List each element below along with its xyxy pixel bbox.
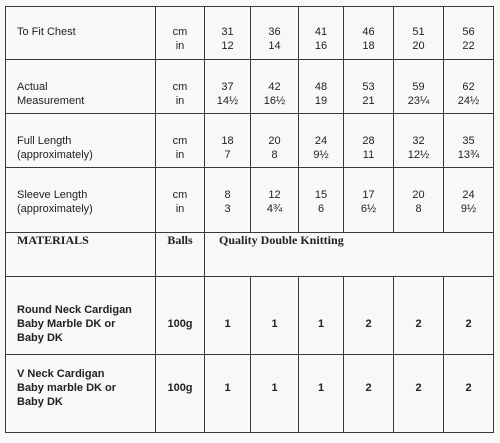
value-in: 12 [221,40,234,52]
size-value-cell [394,60,444,114]
unit-cell [156,168,205,233]
value-in: 22 [462,40,475,52]
value-cm: 53 [362,81,375,93]
value-in: 21 [362,95,375,107]
value-in: 23¼ [407,95,430,107]
row-label-line: Measurement [17,95,85,107]
garment-name-line: Baby marble DK or [17,382,117,394]
value-in: 19 [314,95,328,107]
value-cm: 62 [462,81,475,93]
value-cm: 17 [362,189,375,201]
garment-name-line: Round Neck Cardigan [17,304,132,316]
materials-row-round-neck [6,277,494,355]
value-in: 14½ [216,95,239,107]
ball-count: 2 [344,355,394,433]
value-cm: 15 [314,189,328,201]
value-in: 6 [317,203,325,215]
value-cm: 41 [314,26,328,38]
value-in: 3 [224,203,231,215]
unit-cm: cm [172,189,188,201]
size-value-cell [394,114,444,168]
size-value-cell [444,168,494,233]
unit-cell [156,7,205,60]
row-label-line: Sleeve Length [17,189,88,201]
value-in: 16½ [263,95,286,107]
garment-name-line: Baby DK [17,332,63,344]
row-label-line: Actual [17,81,48,93]
ball-count: 1 [251,355,299,433]
unit-in: in [175,149,185,161]
ball-count: 2 [394,277,444,355]
value-cm: 24 [314,135,328,147]
size-value-cell [251,114,299,168]
value-cm: 48 [314,81,328,93]
value-cm: 36 [268,26,281,38]
row-label-line: To Fit Chest [17,26,76,38]
ball-count: 1 [251,277,299,355]
size-value-cell [394,7,444,60]
size-value-cell [299,7,344,60]
size-value-cell [251,168,299,233]
garment-name [6,277,156,355]
value-cm: 24 [462,189,475,201]
size-value-cell [205,60,251,114]
size-value-cell [251,60,299,114]
value-cm: 18 [221,135,234,147]
ball-count: 1 [299,355,344,433]
unit-in: in [175,203,185,215]
size-value-cell [205,114,251,168]
value-in: 8 [415,203,422,215]
size-value-cell [444,114,494,168]
row-label [6,114,156,168]
value-in: 16 [314,40,328,52]
value-cm: 32 [412,135,425,147]
value-cm: 31 [221,26,234,38]
size-materials-table [5,6,494,433]
row-label [6,60,156,114]
value-in: 8 [271,149,278,161]
value-in: 7 [224,149,231,161]
garment-name-line: Baby Marble DK or [17,318,116,330]
ball-count: 2 [444,277,494,355]
ball-weight: 100g [156,277,205,355]
ball-count: 2 [394,355,444,433]
value-in: 24½ [457,95,480,107]
value-cm: 59 [412,81,425,93]
ball-count: 1 [205,277,251,355]
yarn-quality-label: Quality Double Knitting [205,233,494,277]
unit-cm: cm [172,135,188,147]
unit-in: in [175,95,185,107]
size-value-cell [205,168,251,233]
value-in: 9½ [460,203,477,215]
row-label [6,168,156,233]
value-in: 13¾ [457,149,480,161]
size-row-full-length [6,114,494,168]
size-value-cell [299,60,344,114]
unit-cm: cm [172,26,188,38]
ball-count: 2 [344,277,394,355]
ball-weight: 100g [156,355,205,433]
value-cm: 20 [268,135,281,147]
size-value-cell [205,7,251,60]
garment-name-line: V Neck Cardigan [17,368,105,380]
size-value-cell [344,114,394,168]
value-in: 4¾ [266,203,283,215]
unit-cell [156,60,205,114]
value-cm: 37 [221,81,234,93]
ball-count: 1 [205,355,251,433]
size-row-to-fit-chest [6,7,494,60]
value-in: 20 [412,40,425,52]
row-label-line: Full Length [17,135,72,147]
value-cm: 56 [462,26,475,38]
size-row-sleeve-length [6,168,494,233]
materials-title: MATERIALS [6,233,156,277]
size-value-cell [344,168,394,233]
row-label-line: (approximately) [17,149,93,161]
size-value-cell [299,114,344,168]
row-label [6,7,156,60]
value-in: 12½ [407,149,430,161]
value-cm: 8 [224,189,231,201]
size-value-cell [344,60,394,114]
ball-count: 1 [299,277,344,355]
value-in: 6½ [360,203,377,215]
unit-cell [156,114,205,168]
materials-row-v-neck [6,355,494,433]
garment-name-line: Baby DK [17,396,63,408]
size-value-cell [444,60,494,114]
value-in: 9½ [313,149,329,161]
size-value-cell [251,7,299,60]
value-cm: 35 [462,135,475,147]
value-in: 18 [362,40,375,52]
value-cm: 20 [412,189,425,201]
size-value-cell [344,7,394,60]
materials-header-row [6,233,494,277]
value-in: 14 [268,40,281,52]
value-cm: 42 [268,81,281,93]
ball-count: 2 [444,355,494,433]
unit-in: in [175,40,185,52]
value-cm: 12 [268,189,281,201]
size-row-actual-measurement [6,60,494,114]
value-cm: 28 [362,135,375,147]
row-label-line: (approximately) [17,203,93,215]
unit-cm: cm [172,81,188,93]
size-value-cell [444,7,494,60]
value-cm: 51 [412,26,425,38]
size-value-cell [299,168,344,233]
garment-name [6,355,156,433]
size-value-cell [394,168,444,233]
value-in: 11 [362,149,375,161]
balls-label: Balls [156,233,205,277]
value-cm: 46 [362,26,375,38]
